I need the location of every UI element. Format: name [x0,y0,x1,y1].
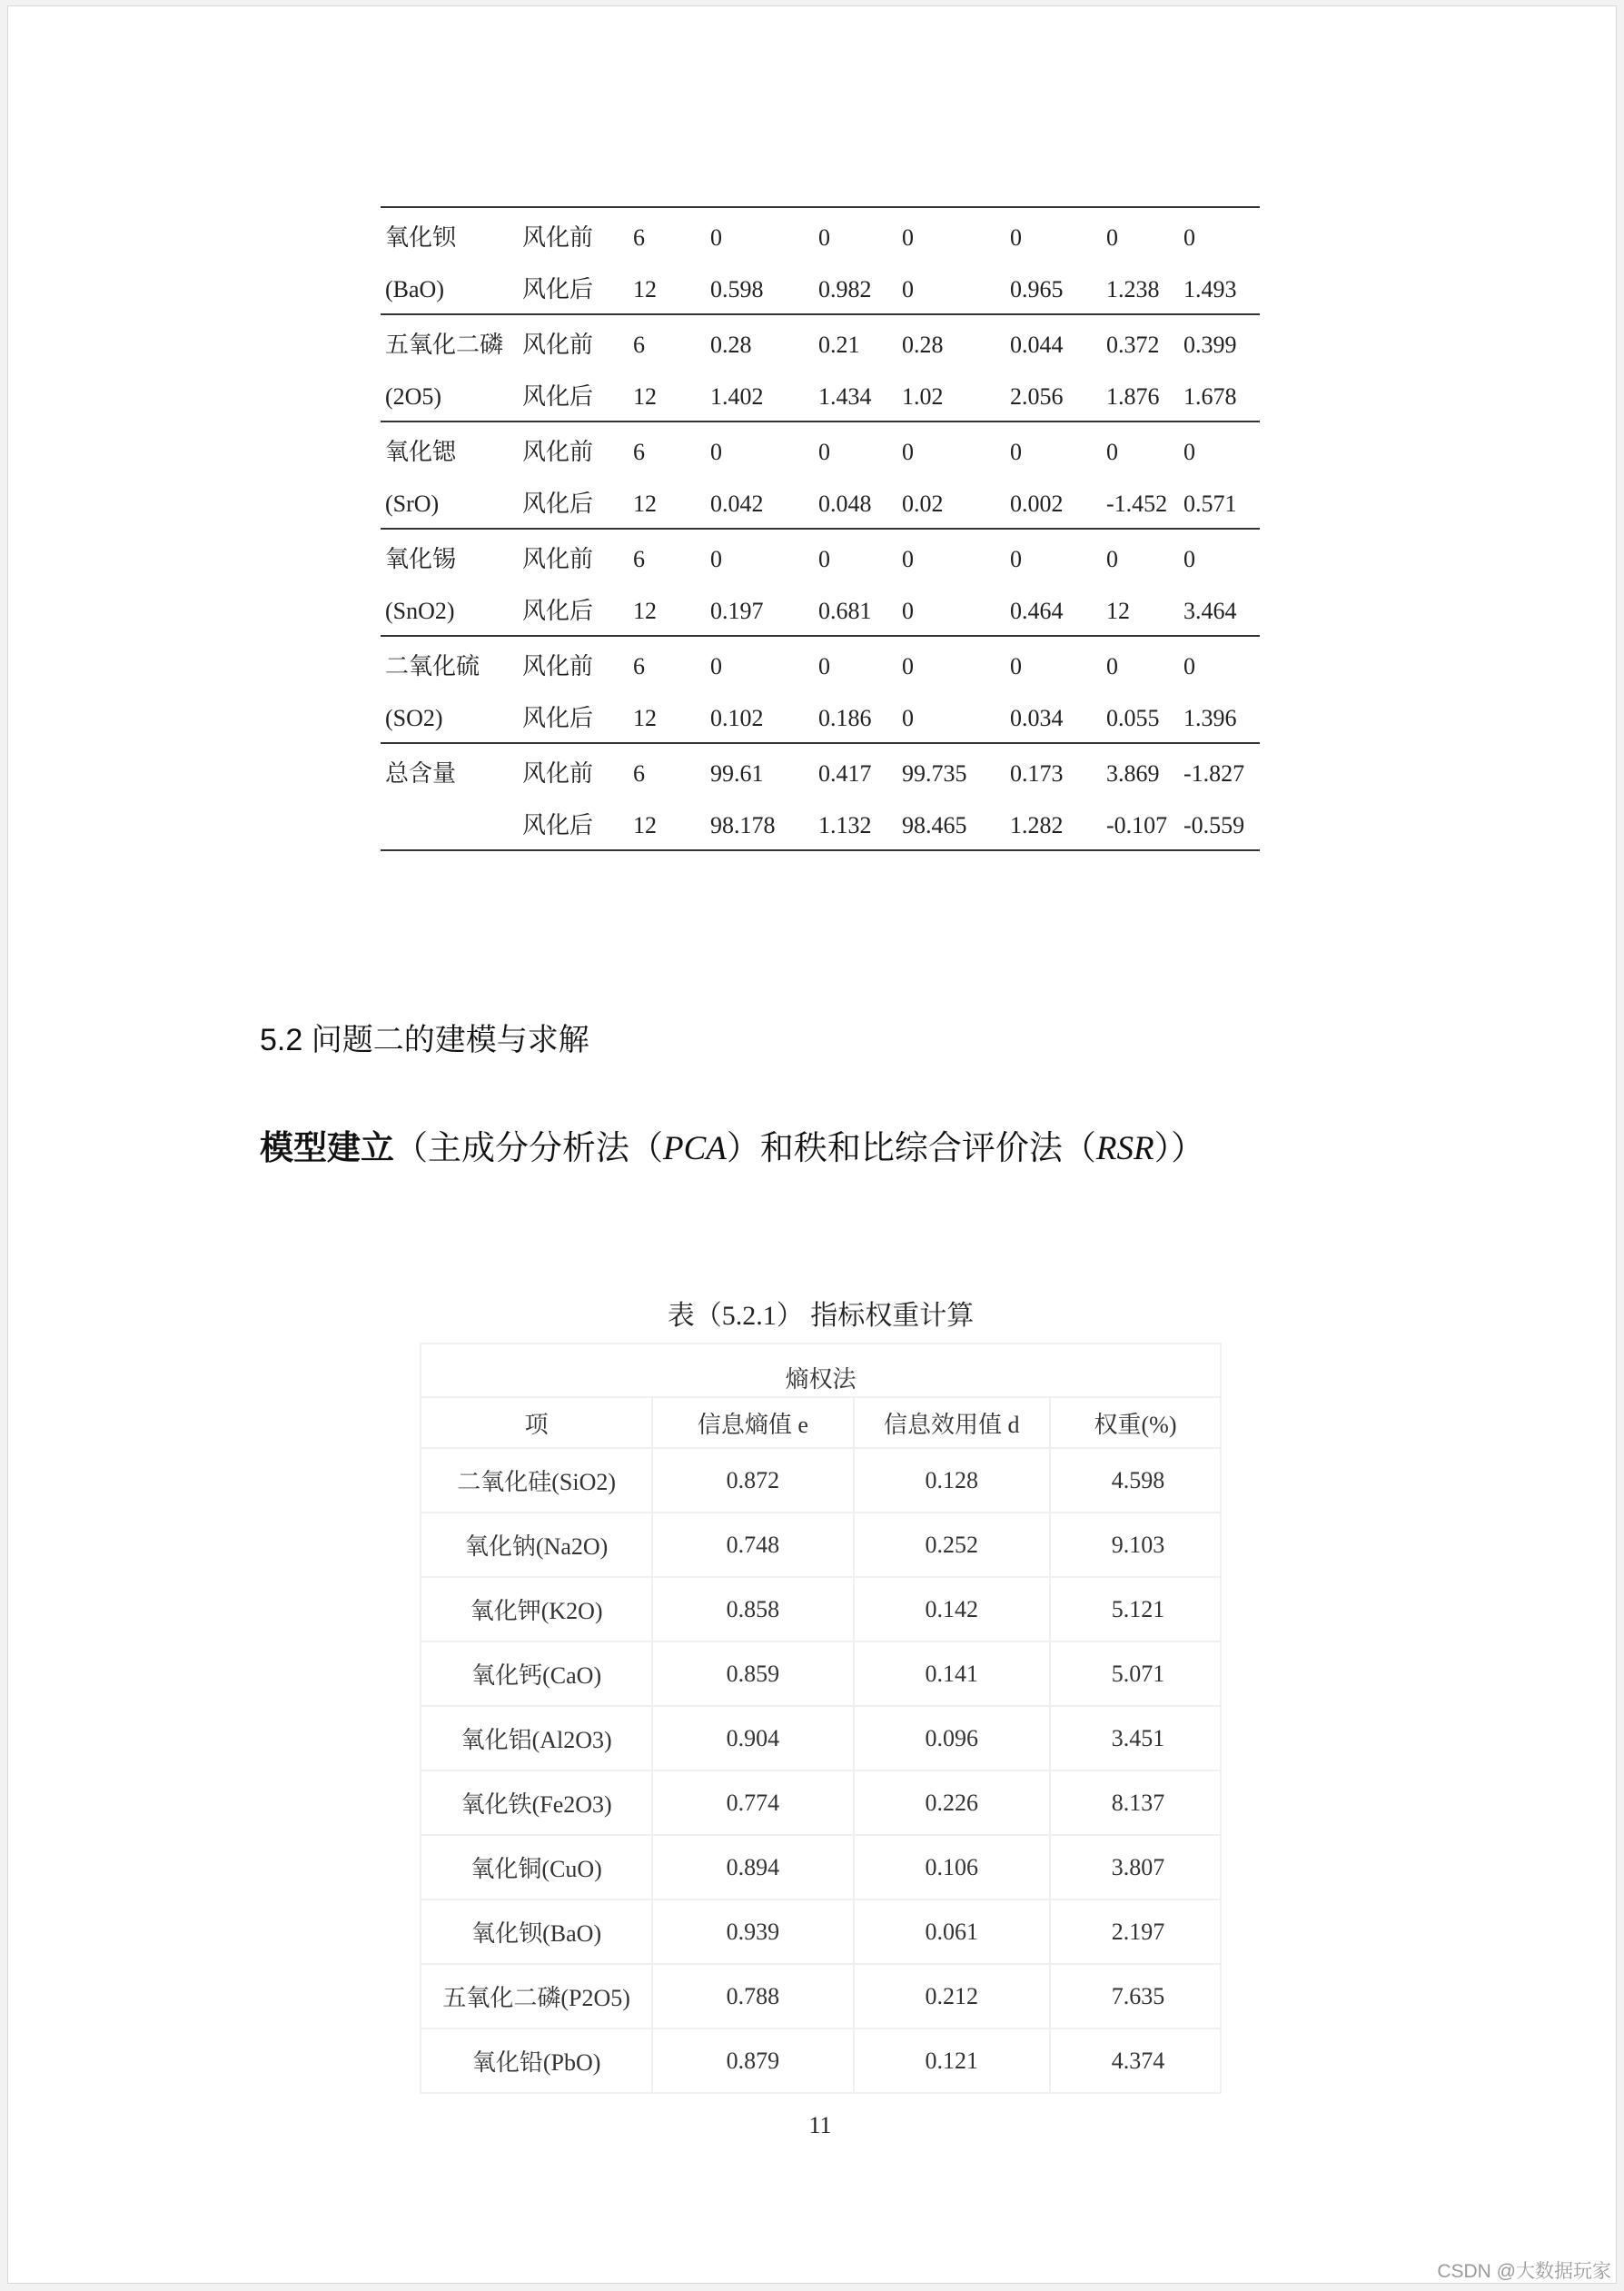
compound-name: 五氧化二磷 [385,332,504,358]
item-name: 氧化铁(Fe2O3) [421,1770,652,1835]
table-cell: 0 [902,276,914,302]
item-name: 二氧化硅(SiO2) [421,1448,652,1512]
column-header: 权重(%) [1050,1397,1221,1448]
table-cell: 4.598 [1050,1448,1221,1512]
column-header: 信息效用值 d [854,1397,1050,1448]
table-cell: 6 [633,332,645,358]
table-group [381,528,1260,635]
compound-formula: (BaO) [385,276,444,302]
table-cell: 0.21 [818,332,860,358]
table-cell: 9.103 [1050,1512,1221,1577]
table-cell: 0 [902,598,914,624]
table-cell: 1.02 [902,383,944,410]
page-number: 11 [808,2112,832,2138]
table-cell: 0.774 [652,1770,853,1835]
table-cell: 6 [633,224,645,251]
table-cell: 0.748 [652,1512,853,1577]
table-cell: 0 [1183,546,1195,572]
table-row [381,426,1260,479]
table-cell: 0 [1106,546,1118,572]
table-cell: 0.879 [652,2028,853,2093]
table-group [381,313,1260,421]
table-cell: 0.106 [854,1835,1050,1899]
table-cell: 0.141 [854,1641,1050,1706]
table-row [381,263,1260,316]
table-cell: 0.939 [652,1899,853,1964]
table-row [381,533,1260,586]
table-cell: 0.417 [818,760,872,787]
table-cell: 12 [633,491,657,517]
group-header: 熵权法 [421,1344,1221,1397]
model-heading-part: ）和秩和比综合评价法（ [726,1129,1096,1166]
table-cell: 12 [633,383,657,410]
table-cell: 0 [818,653,830,679]
table-row [381,319,1260,372]
table-row [421,1964,1221,2028]
table-cell: 6 [633,439,645,465]
model-heading-part: ）） [1154,1129,1205,1166]
table-cell: 0.894 [652,1835,853,1899]
table-cell: 0 [710,439,722,465]
table-row [421,1835,1221,1899]
table-cell: 0.598 [710,276,764,302]
table-cell: 0.02 [902,491,944,517]
table-cell: 0 [1010,224,1022,251]
table-cell: 风化前 [522,653,594,679]
table-cell: 0.034 [1010,705,1064,731]
table-cell: 风化后 [522,383,594,410]
table-cell: 1.493 [1183,276,1237,302]
table-cell: 0 [1010,546,1022,572]
table-cell: 0.464 [1010,598,1064,624]
model-heading-rsr: RSR [1095,1130,1154,1167]
table-cell: 1.282 [1010,812,1064,838]
table-cell: 0 [1106,439,1118,465]
table-cell: 0 [902,705,914,731]
table-cell: 98.465 [902,812,967,838]
table-cell: -0.107 [1106,812,1168,838]
table-group [381,206,1260,313]
compound-name: 氧化钡 [385,224,457,251]
table-cell: 0.055 [1106,705,1160,731]
table-row [381,748,1260,800]
section-heading: 5.2 问题二的建模与求解 [260,1023,589,1057]
table-cell: 风化后 [522,705,594,731]
table-cell: 0 [902,224,914,251]
table-cell: 0.212 [854,1964,1050,2028]
table-cell: 0 [1183,224,1195,251]
table-cell: 12 [633,598,657,624]
table-cell: 0 [902,439,914,465]
table-cell: 0 [1183,653,1195,679]
table-cell: 12 [633,705,657,731]
table-cell: 98.178 [710,812,776,838]
table-cell: 0.197 [710,598,764,624]
table-row [381,692,1260,745]
table-cell: 0.102 [710,705,764,731]
compound-name: 总含量 [385,760,457,787]
table-cell: 12 [1106,598,1130,624]
item-name: 氧化钡(BaO) [421,1899,652,1964]
entropy-weight-table [420,1343,1222,2094]
watermark: CSDN @大数据玩家 [1437,2261,1611,2282]
compound-name: 二氧化硫 [385,653,480,679]
table-cell: 0.28 [710,332,752,358]
table-cell: 0.096 [854,1706,1050,1770]
item-name: 氧化钙(CaO) [421,1641,652,1706]
table-cell: 风化前 [522,439,594,465]
weathering-stats-table [381,206,1260,851]
table-group [381,635,1260,742]
table-cell: 99.735 [902,760,967,787]
table-cell: 0 [1010,653,1022,679]
item-name: 氧化铜(CuO) [421,1835,652,1899]
table-cell: 0.372 [1106,332,1160,358]
table-cell: 1.402 [710,383,764,410]
table-cell: 0.186 [818,705,872,731]
table-group [381,421,1260,528]
table-cell: 风化后 [522,598,594,624]
table-cell: 0.142 [854,1577,1050,1641]
table-row [381,371,1260,423]
table-cell: 0 [902,653,914,679]
table-caption: 表（5.2.1） 指标权重计算 [667,1301,975,1331]
table-row [421,1641,1221,1706]
table-cell: 12 [633,812,657,838]
table-cell: 0.681 [818,598,872,624]
table-cell: 风化前 [522,224,594,251]
compound-formula: (SO2) [385,705,443,731]
table-group [381,742,1260,851]
table-cell: 0 [1010,439,1022,465]
table-row [381,212,1260,264]
table-cell: 0.173 [1010,760,1064,787]
table-cell: 0 [1106,224,1118,251]
table-cell: 0.965 [1010,276,1064,302]
table-cell: -0.559 [1183,812,1245,838]
table-cell: 风化前 [522,546,594,572]
column-header: 项 [421,1397,652,1448]
compound-formula: (2O5) [385,383,442,410]
table-cell: 1.238 [1106,276,1160,302]
table-cell: 0.858 [652,1577,853,1641]
table-cell: 4.374 [1050,2028,1221,2093]
table-cell: 0 [1106,653,1118,679]
table-cell: 3.451 [1050,1706,1221,1770]
compound-formula: (SnO2) [385,598,455,624]
table-cell: 0.788 [652,1964,853,2028]
table-row [381,799,1260,852]
table-cell: 1.396 [1183,705,1237,731]
table-cell: 6 [633,653,645,679]
item-name: 氧化钾(K2O) [421,1577,652,1641]
column-header: 信息熵值 e [652,1397,853,1448]
table-cell: 0.399 [1183,332,1237,358]
table-cell: 风化后 [522,812,594,838]
table-cell: 0.044 [1010,332,1064,358]
table-cell: 0.128 [854,1448,1050,1512]
table-cell: 0.904 [652,1706,853,1770]
item-name: 五氧化二磷(P2O5) [421,1964,652,2028]
model-heading [260,1120,1204,1169]
table-cell: 3.869 [1106,760,1160,787]
table-row [381,585,1260,638]
table-cell: 风化后 [522,491,594,517]
table-cell: 0.121 [854,2028,1050,2093]
table-cell: 1.876 [1106,383,1160,410]
table-cell: 1.434 [818,383,872,410]
document-page [7,5,1617,2284]
table-row [381,478,1260,531]
table-cell: 0.982 [818,276,872,302]
table-cell: 0.571 [1183,491,1237,517]
table-row [421,1706,1221,1770]
item-name: 氧化钠(Na2O) [421,1512,652,1577]
table-cell: 5.071 [1050,1641,1221,1706]
table-row [421,1770,1221,1835]
table-cell: 5.121 [1050,1577,1221,1641]
table-cell: 0.048 [818,491,872,517]
table-cell: 风化前 [522,332,594,358]
item-name: 氧化铅(PbO) [421,2028,652,2093]
table-cell: 风化前 [522,760,594,787]
table-cell: 0 [710,224,722,251]
table-row [421,1448,1221,1512]
table-cell: 0 [710,653,722,679]
table-cell: 8.137 [1050,1770,1221,1835]
compound-name: 氧化锶 [385,439,457,465]
table-cell: 0.872 [652,1448,853,1512]
table-cell: 6 [633,760,645,787]
table-cell: 0.042 [710,491,764,517]
table-cell: 0 [902,546,914,572]
model-heading-part: （主成分分析法（ [394,1129,663,1166]
table-cell: 2.197 [1050,1899,1221,1964]
item-name: 氧化铝(Al2O3) [421,1706,652,1770]
table-cell: 12 [633,276,657,302]
table-row [421,2028,1221,2093]
table-cell: 0.28 [902,332,944,358]
table-cell: 99.61 [710,760,764,787]
table-row [421,1899,1221,1964]
table-row [421,1512,1221,1577]
table-cell: 0 [818,224,830,251]
table-cell: 2.056 [1010,383,1064,410]
table-cell: 7.635 [1050,1964,1221,2028]
table-cell: -1.452 [1106,491,1168,517]
compound-formula: (SrO) [385,491,440,517]
table-cell: 6 [633,546,645,572]
table-cell: 0 [1183,439,1195,465]
table-cell: 0.252 [854,1512,1050,1577]
compound-name: 氧化锡 [385,546,457,572]
table-cell: 0.002 [1010,491,1064,517]
table-cell: 0.226 [854,1770,1050,1835]
table-row [421,1577,1221,1641]
table-cell: 0.061 [854,1899,1050,1964]
table-cell: 3.464 [1183,598,1237,624]
model-heading-bold: 模型建立 [260,1129,394,1166]
table-cell: 0.859 [652,1641,853,1706]
table-cell: 0 [818,546,830,572]
table-cell: 0 [710,546,722,572]
model-heading-pca: PCA [663,1130,727,1167]
table-cell: 1.132 [818,812,872,838]
table-cell: 1.678 [1183,383,1237,410]
table-cell: 风化后 [522,276,594,302]
table-cell: 3.807 [1050,1835,1221,1899]
table-cell: 0 [818,439,830,465]
table-cell: -1.827 [1183,760,1245,787]
table-row [381,640,1260,693]
